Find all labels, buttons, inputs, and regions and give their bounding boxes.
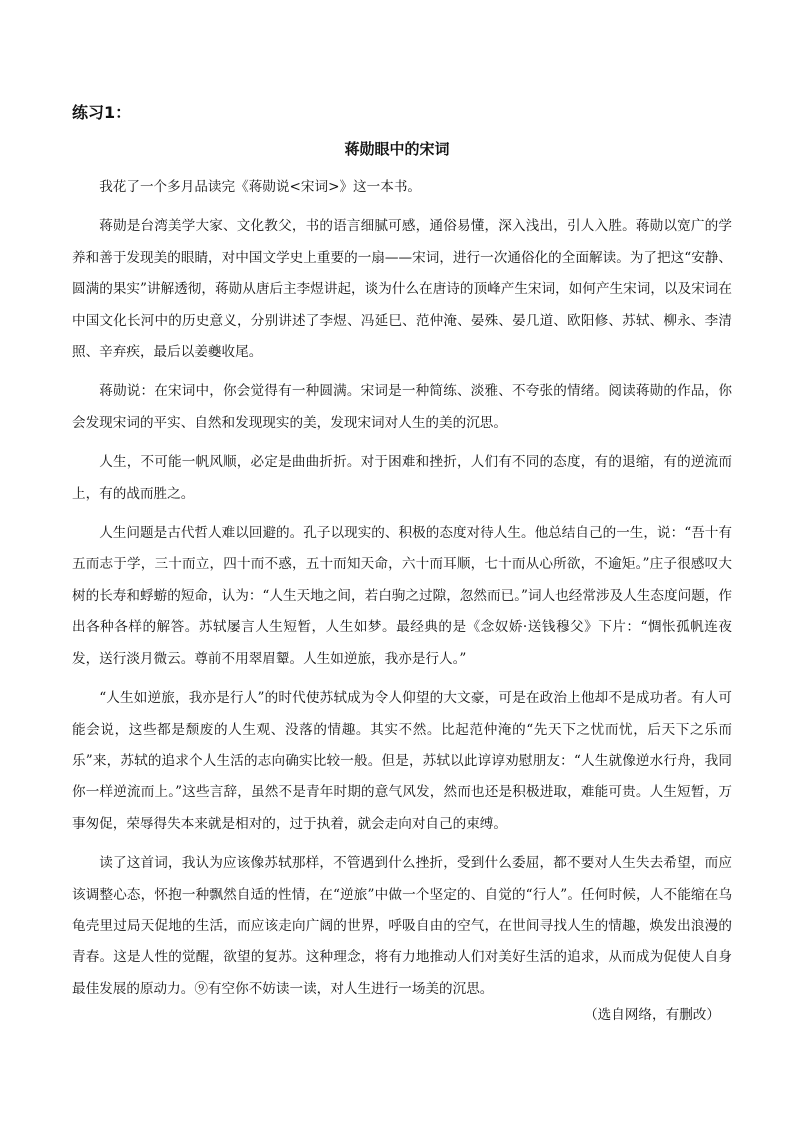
paragraph: 读了这首词，我认为应该像苏轼那样，不管遇到什么挫折，受到什么委屈，都不要对人生失去希望，而应该调整心态，怀抱一种飘然自适的性情，在“逆旅”中做一个坚定的、自觉的“行人”。任何时候，人不能缩在乌龟壳里过局天促地的生活，而应该走向广阔的世界，呼吸自由的空气，在世间寻找人生的情趣，焕发出浪漫的青春。这是人性的觉醒，欲望的复苏。这种理念，将有力地推动人们对美好生活的追求，从而成为促使人自身最佳发展的原动力。⑨有空你不妨读一读，对人生进行一场美的沉思。 [72,855,732,997]
paragraph: 人生，不可能一帆风顺，必定是曲曲折折。对于困难和挫折，人们有不同的态度，有的退缩，有的逆流而上，有的战而胜之。 [72,454,732,502]
paragraph: 蒋勋说：在宋词中，你会觉得有一种圆满。宋词是一种简练、淡雅、不夸张的情绪。阅读蒋勋的作品，你会发现宋词的平实、自然和发现现实的美，发现宋词对人生的美的沉思。 [72,383,732,431]
source-note: （选自网络，有删改） [584,1007,720,1023]
paragraph: “人生如逆旅，我亦是行人”的时代使苏轼成为令人仰望的大文豪，可是在政治上他却不是成功者。有人可能会说，这些都是颓废的人生观、没落的情趣。其实不然。比起范仲淹的“先天下之忧而忧，后天下之乐而乐”来，苏轼的追求个人生活的志向确实比较一般。但是，苏轼以此谆谆劝慰朋友：“人生就像逆水行舟，我同你一样逆流而上。”这些言辞，虽然不是青年时期的意气风发，然而也还是积极进取，难能可贵。人生短暂，万事匆促，荣辱得失本来就是相对的，过于执着，就会走向对自己的束缚。 [72,690,732,832]
article-body [72,172,732,1013]
exercise-label: 练习1： [72,103,132,122]
paragraph: 人生问题是古代哲人难以回避的。孔子以现实的、积极的态度对待人生。他总结自己的一生，说：“吾十有五而志于学，三十而立，四十而不惑，五十而知天命，六十而耳顺，七十而从心所欲，不逾矩。”庄子很感叹大树的长寿和蜉蝣的短命，认为：“人生天地之间，若白驹之过隙，忽然而已。”词人也经常涉及人生态度问题，作出各种各样的解答。苏轼屡言人生短暂，人生如梦。最经典的是《念奴娇·送钱穆父》下片：“惆怅孤帆连夜发，送行淡月微云。尊前不用翠眉颦。人生如逆旅，我亦是行人。” [72,525,732,667]
paragraph: 我花了一个多月品读完《蒋勋说<宋词>》这一本书。 [99,179,422,195]
article-title: 蒋勋眼中的宋词 [344,140,450,158]
paragraph: 蒋勋是台湾美学大家、文化教父，书的语言细腻可感，通俗易懂，深入浅出，引人入胜。蒋勋以宽广的学养和善于发现美的眼睛，对中国文学史上重要的一扇——宋词，进行一次通俗化的全面解读。为了把这“安静、圆满的果实”讲解透彻，蒋勋从唐后主李煜讲起，谈为什么在唐诗的顶峰产生宋词，如何产生宋词，以及宋词在中国文化长河中的历史意义，分别讲述了李煜、冯延巳、范仲淹、晏殊、晏几道、欧阳修、苏轼、柳永、李清照、辛弃疾，最后以姜夔收尾。 [72,218,732,361]
